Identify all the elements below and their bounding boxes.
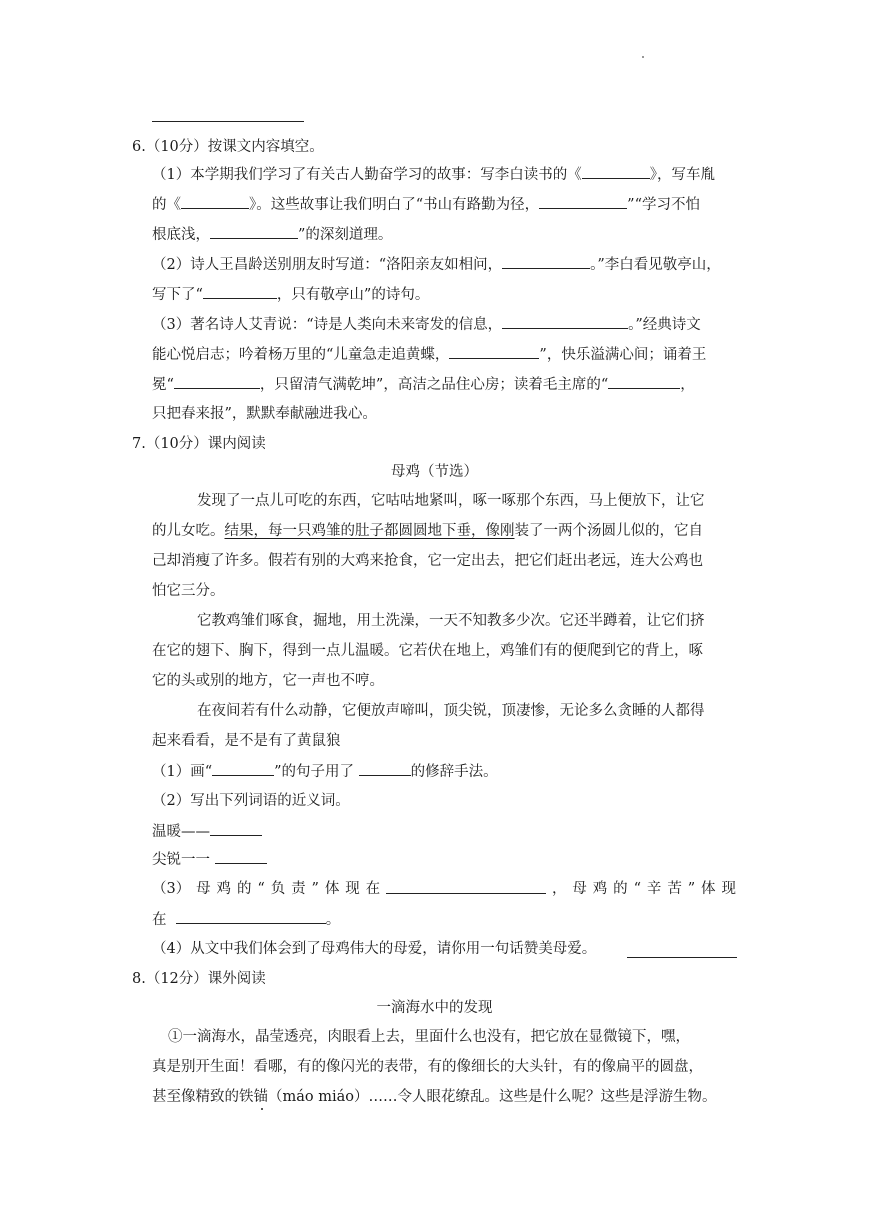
text: 。”李白看见敬亭山， <box>590 257 721 273</box>
fill-blank[interactable] <box>181 194 249 209</box>
text: （2）诗人王昌龄送别朋友时写道：“洛阳亲友如相问， <box>152 257 503 273</box>
text: 负 <box>270 881 286 897</box>
fill-blank[interactable] <box>582 164 650 179</box>
text: “ <box>257 881 265 897</box>
q7-sub2-word1 <box>152 821 869 842</box>
text: 的《 <box>152 197 181 213</box>
q8-line3 <box>152 1087 869 1107</box>
q6-p3-line1 <box>152 314 869 335</box>
text: ”的深刻道理。 <box>298 227 393 243</box>
q7-sub2-word2 <box>152 849 869 870</box>
text: 体 <box>324 881 340 897</box>
q7-para1-line2 <box>152 521 869 541</box>
text: 母 <box>572 881 587 897</box>
text: 在 <box>365 881 381 897</box>
text: 母 <box>196 881 211 897</box>
text: （1）本学期我们学习了有关古人勤奋学习的故事：写李白读书的《 <box>152 167 582 183</box>
q7-para2-line2: 在它的翅下、胸下，得到一点儿温暖。它若伏在地上，鸡雏们有的便爬到它的背上，啄 <box>152 643 703 659</box>
text: ”“学习不怕 <box>627 197 700 213</box>
text: ，只留清气满乾坤”，高洁之品住心房；读着毛主席的“ <box>259 377 609 393</box>
text: 辛 <box>646 881 662 897</box>
q7-sub3-line1 <box>152 879 736 899</box>
fill-blank[interactable] <box>203 284 277 299</box>
text: 苦 <box>667 881 682 897</box>
fill-blank[interactable] <box>212 761 274 776</box>
fill-blank[interactable] <box>539 194 627 209</box>
q7-header: 7.（10分）课内阅读 <box>132 436 266 452</box>
page-dot <box>642 56 644 58</box>
text: （3） <box>152 881 191 897</box>
text: 》。这些故事让我们明白了“书山有路勤为径， <box>249 197 540 213</box>
fill-blank[interactable] <box>359 761 411 776</box>
q6-p1-line2 <box>152 194 869 215</box>
fill-blank[interactable] <box>608 374 680 389</box>
fill-blank[interactable] <box>502 254 590 269</box>
fill-blank[interactable] <box>627 943 737 958</box>
q7-para3-line2: 起来看看，是不是有了黄鼠狼 <box>152 733 341 749</box>
text: 现 <box>345 881 360 897</box>
text: ”，快乐溢满心间；诵着王 <box>539 347 707 363</box>
text: 现 <box>721 881 736 897</box>
text: 冕“ <box>152 377 174 393</box>
text: 写下了“ <box>152 287 203 303</box>
fill-blank[interactable] <box>502 314 628 329</box>
fill-blank[interactable] <box>176 909 326 924</box>
q8-line1: ①一滴海水，晶莹透亮，肉眼看上去，里面什么也没有，把它放在显微镜下，嘿， <box>168 1029 690 1045</box>
text: 鸡 <box>216 881 232 897</box>
text: （3）著名诗人艾青说：“诗是人类向未来寄发的信息， <box>152 317 503 333</box>
text: ， <box>680 377 695 393</box>
q8-title: 一滴海水中的发现 <box>376 1000 493 1016</box>
q7-para2-line1: 它教鸡雏们啄食，掘地，用土洗澡，一天不知教多少次。它还半蹲着，让它们挤 <box>197 613 705 629</box>
q6-p2-line1 <box>152 254 869 275</box>
q7-para1-line4: 怕它三分。 <box>152 583 225 599</box>
q7-sub1 <box>152 761 869 782</box>
text: 能心悦启志；吟着杨万里的“儿童急走追黄蝶， <box>152 347 450 363</box>
text: 尖锐一一 <box>152 852 210 868</box>
text: ” <box>687 881 696 897</box>
text: 温暖—— <box>152 824 210 840</box>
text: （1）画“ <box>152 764 213 780</box>
text: 》，写车胤 <box>649 167 715 183</box>
fill-blank[interactable] <box>215 849 267 864</box>
text: 。 <box>325 912 341 928</box>
fill-blank[interactable] <box>210 224 298 239</box>
text: 体 <box>701 881 716 897</box>
text: ”的句子用了 <box>274 764 355 780</box>
q7-sub2: （2）写出下列词语的近义词。 <box>152 793 350 809</box>
text: （máo miáo）……令人眼花缭乱。这些是什么呢？这些是浮游生物。 <box>268 1089 717 1105</box>
emphasis-char: 锚 <box>253 1089 268 1105</box>
q7-para2-line3: 它的头或别的地方，它一声也不哼。 <box>152 673 384 689</box>
q7-para1-line3: 己却消瘦了许多。假若有别的大鸡来抢食，它一定出去，把它们赶出老远，连大公鸡也 <box>152 553 703 569</box>
q6-p3-line4: 只把春来报”，默默奉献融进我心。 <box>152 406 377 422</box>
q6-p2-line2 <box>152 284 869 305</box>
text: 的 <box>613 881 628 897</box>
text: 装了一两个汤圆儿似的，它自 <box>514 523 703 539</box>
fill-blank[interactable] <box>174 374 260 389</box>
text: 责 <box>291 881 306 897</box>
fill-blank[interactable] <box>210 821 262 836</box>
text: 的儿女吃。 <box>152 523 225 539</box>
text: ” <box>311 881 319 897</box>
text: 。”经典诗文 <box>628 317 701 333</box>
text: （4）从文中我们体会到了母鸡伟大的母爱，请你用一句话赞美母爱。 <box>152 941 597 957</box>
q7-para3-line1: 在夜间若有什么动静，它便放声啼叫，顶尖锐，顶凄惨，无论多么贪睡的人都得 <box>197 703 705 719</box>
text: 根底浅， <box>152 227 210 243</box>
answer-line <box>152 121 304 122</box>
text: ，只有敬亭山”的诗句。 <box>276 287 430 303</box>
q6-p1-line3 <box>152 224 869 245</box>
text: 的修辞手法。 <box>410 764 498 780</box>
underlined-sentence: 结果，每一只鸡雏的肚子都圆圆地下垂，像刚 <box>224 523 515 539</box>
text: 的 <box>236 881 252 897</box>
q6-p1-line1 <box>152 164 869 185</box>
q7-title: 母鸡（节选） <box>391 464 478 480</box>
q7-sub4 <box>152 939 869 959</box>
q6-p3-line2 <box>152 344 869 365</box>
q6-p3-line3 <box>152 374 869 395</box>
q6-header: 6.（10分）按课文内容填空。 <box>132 139 324 155</box>
text: ， <box>551 881 567 897</box>
q7-sub3-line2 <box>152 909 869 930</box>
fill-blank[interactable] <box>449 344 539 359</box>
text: 甚至像精致的铁 <box>152 1089 254 1105</box>
text: “ <box>633 881 641 897</box>
q8-header: 8.（12分）课外阅读 <box>132 971 266 987</box>
q7-para1-line1: 发现了一点儿可吃的东西，它咕咕地紧叫，啄一啄那个东西，马上便放下，让它 <box>197 493 705 509</box>
text: 鸡 <box>592 881 608 897</box>
q8-line2: 真是别开生面！看哪，有的像闪光的表带，有的像细长的大头针，有的像扁平的圆盘， <box>152 1059 703 1075</box>
text: 在 <box>152 912 167 928</box>
fill-blank[interactable] <box>386 879 546 894</box>
